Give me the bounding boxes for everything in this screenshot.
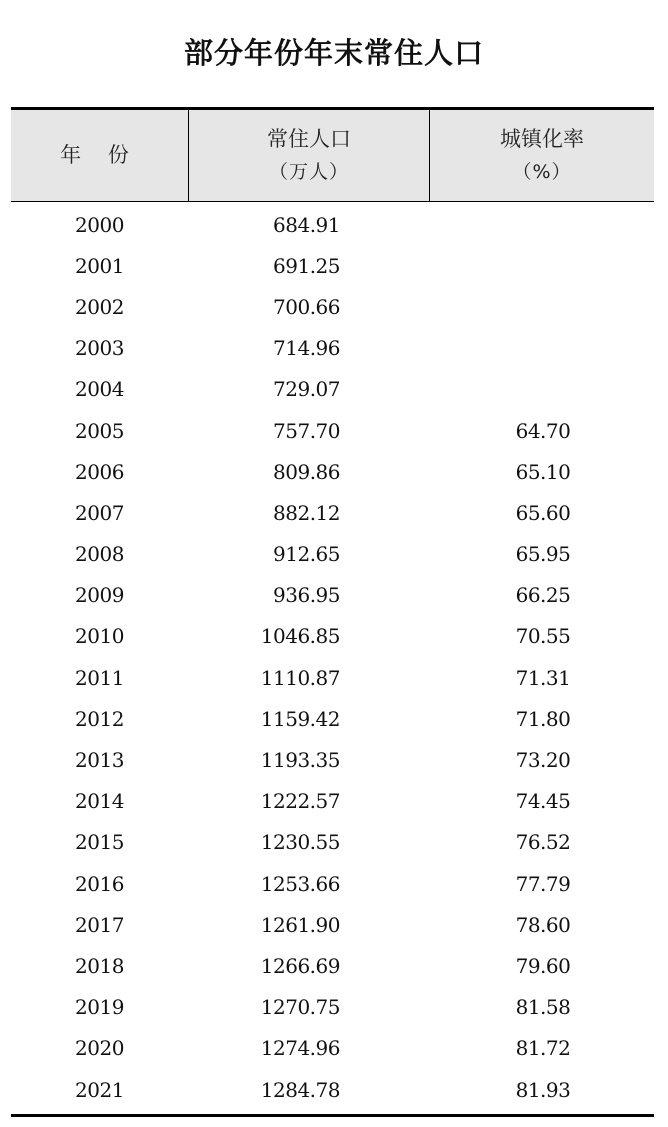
table-row xyxy=(11,534,654,575)
cell-population: 1230.55 xyxy=(260,830,340,855)
cell-population: 757.70 xyxy=(273,418,340,443)
header-urbanization xyxy=(430,110,654,201)
population-table xyxy=(11,107,654,1117)
cell-year: 2001 xyxy=(75,253,124,278)
cell-population: 936.95 xyxy=(273,583,340,608)
cell-population: 700.66 xyxy=(273,294,340,319)
table-row xyxy=(11,410,654,451)
cell-urbanization: 65.60 xyxy=(515,500,571,525)
table-row xyxy=(11,575,654,616)
cell-urbanization: 81.93 xyxy=(515,1077,571,1102)
cell-urbanization: 81.58 xyxy=(515,995,571,1020)
cell-year: 2008 xyxy=(75,542,124,567)
table-row xyxy=(11,863,654,904)
header-population-unit: （万人） xyxy=(268,160,349,183)
cell-year: 2003 xyxy=(75,336,124,361)
cell-year: 2010 xyxy=(75,624,124,649)
cell-year: 2021 xyxy=(75,1077,124,1102)
cell-population: 1222.57 xyxy=(260,789,340,814)
cell-year: 2000 xyxy=(75,212,124,237)
cell-year: 2012 xyxy=(75,706,124,731)
cell-year: 2015 xyxy=(75,830,124,855)
page-title: 部分年份年末常住人口 xyxy=(183,36,484,70)
cell-urbanization: 64.70 xyxy=(515,418,571,443)
cell-population: 912.65 xyxy=(273,542,340,567)
table-row xyxy=(11,204,654,245)
table-row xyxy=(11,451,654,492)
cell-urbanization: 79.60 xyxy=(515,953,571,978)
cell-urbanization: 66.25 xyxy=(515,583,571,608)
table-row xyxy=(11,492,654,533)
cell-population: 1046.85 xyxy=(260,624,340,649)
table-row xyxy=(11,987,654,1028)
cell-population: 714.96 xyxy=(273,336,340,361)
table-row xyxy=(11,286,654,327)
cell-population: 1284.78 xyxy=(260,1077,340,1102)
table-header xyxy=(11,110,654,202)
cell-population: 1193.35 xyxy=(260,748,340,773)
table-row xyxy=(11,369,654,410)
table-row xyxy=(11,822,654,863)
cell-population: 1274.96 xyxy=(260,1036,340,1061)
cell-urbanization: 70.55 xyxy=(515,624,571,649)
table-row xyxy=(11,945,654,986)
cell-population: 684.91 xyxy=(273,212,340,237)
cell-population: 882.12 xyxy=(273,500,340,525)
cell-year: 2020 xyxy=(75,1036,124,1061)
cell-year: 2002 xyxy=(75,294,124,319)
table-row xyxy=(11,328,654,369)
cell-population: 809.86 xyxy=(273,459,340,484)
cell-year: 2011 xyxy=(75,665,124,690)
cell-population: 729.07 xyxy=(273,377,340,402)
header-urbanization-label: 城镇化率 xyxy=(500,126,584,151)
table-row xyxy=(11,698,654,739)
cell-year: 2018 xyxy=(75,953,124,978)
cell-year: 2016 xyxy=(75,871,124,896)
cell-urbanization: 74.45 xyxy=(515,789,571,814)
table-row xyxy=(11,1069,654,1110)
table-row xyxy=(11,245,654,286)
cell-year: 2009 xyxy=(75,583,124,608)
cell-urbanization: 65.95 xyxy=(515,542,571,567)
table-row xyxy=(11,781,654,822)
cell-population: 1266.69 xyxy=(260,953,340,978)
header-year-label: 年 份 xyxy=(60,143,139,167)
cell-year: 2014 xyxy=(75,789,124,814)
cell-year: 2006 xyxy=(75,459,124,484)
table-row xyxy=(11,657,654,698)
cell-year: 2017 xyxy=(75,912,124,937)
cell-urbanization: 77.79 xyxy=(515,871,571,896)
cell-population: 1110.87 xyxy=(260,665,340,690)
cell-year: 2013 xyxy=(75,748,124,773)
table-bottom-rule xyxy=(11,1114,654,1117)
cell-population: 691.25 xyxy=(273,253,340,278)
table-body xyxy=(11,202,654,1114)
cell-year: 2007 xyxy=(75,500,124,525)
cell-population: 1261.90 xyxy=(260,912,340,937)
header-year xyxy=(11,110,189,201)
table-row xyxy=(11,904,654,945)
header-population-label: 常住人口 xyxy=(267,126,351,151)
cell-urbanization: 65.10 xyxy=(515,459,571,484)
cell-population: 1159.42 xyxy=(260,706,340,731)
cell-population: 1270.75 xyxy=(260,995,340,1020)
cell-urbanization: 78.60 xyxy=(515,912,571,937)
cell-urbanization: 71.31 xyxy=(515,665,571,690)
cell-urbanization: 73.20 xyxy=(515,748,571,773)
cell-population: 1253.66 xyxy=(260,871,340,896)
cell-urbanization: 81.72 xyxy=(515,1036,571,1061)
cell-urbanization: 71.80 xyxy=(515,706,571,731)
table-row xyxy=(11,739,654,780)
table-row xyxy=(11,1028,654,1069)
cell-year: 2019 xyxy=(75,995,124,1020)
cell-year: 2005 xyxy=(75,418,124,443)
table-row xyxy=(11,616,654,657)
cell-year: 2004 xyxy=(75,377,124,402)
cell-urbanization: 76.52 xyxy=(515,830,571,855)
header-population xyxy=(189,110,430,201)
header-urbanization-unit: （%） xyxy=(512,160,572,183)
